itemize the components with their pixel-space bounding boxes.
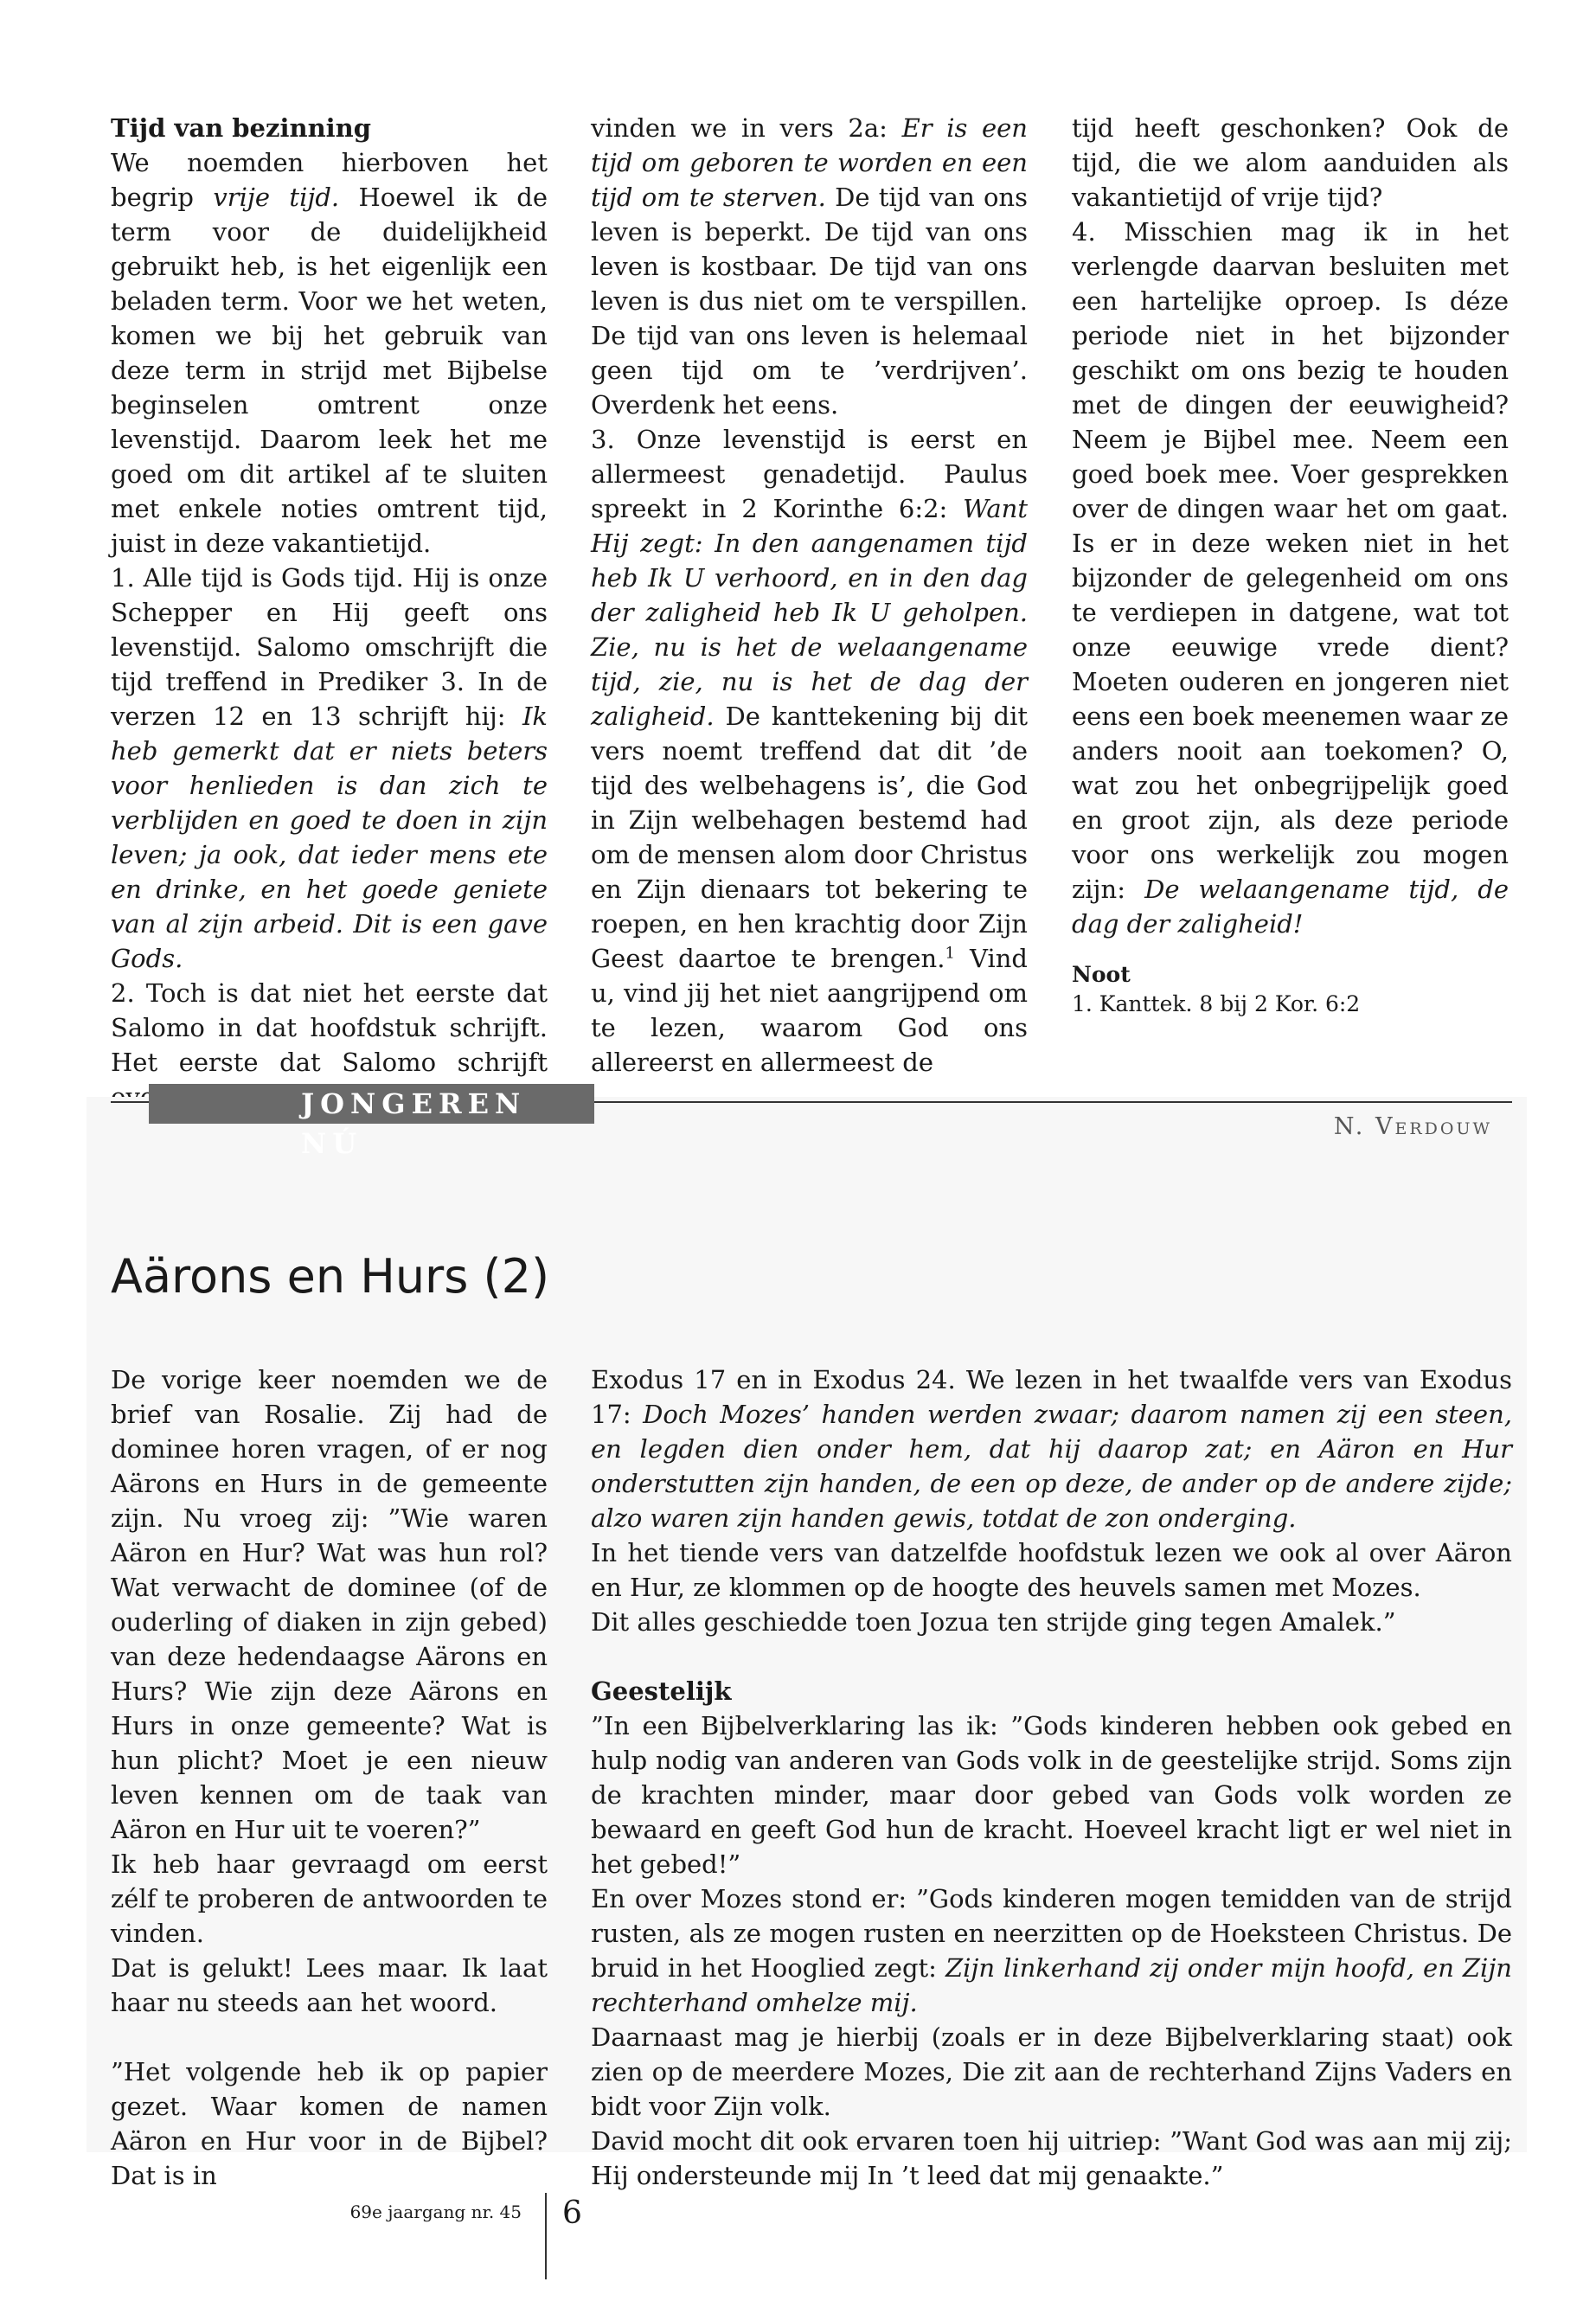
italic-run: Want Hij zegt: In den aangenamen tijd heb Ik U verhoord, en in den dag der zaligheid heb Ik U geholpen. Zie, nu is het de welaangename tijd, zie, nu is het de dag der zaligheid.	[591, 494, 1028, 731]
page-number: 6	[562, 2195, 582, 2231]
paragraph-gap	[591, 1639, 1512, 1674]
paragraph	[111, 145, 548, 561]
italic-run: Doch Mozes’ handen werden zwaar; daarom namen zij een steen, en legden dien onder hem, dat hij daarop zat; en Aäron en Hur onderstutten zijn handen, de een op deze, de ander op de andere zijde; alzo waren zijn handen gewis, totdat de zon onderging.	[591, 1400, 1512, 1533]
top-column-3	[1072, 111, 1509, 1019]
paragraph	[111, 561, 548, 976]
paragraph: In het tiende vers van datzelfde hoofdstuk lezen we ook al over Aäron en Hur, ze klommen op de hoogte des heuvels samen met Mozes.	[591, 1538, 1512, 1602]
text-run: Vind u, vind jij het niet aangrijpend om te lezen, waarom God ons allereerst en allermeest de	[591, 944, 1028, 1077]
paragraph-gap	[111, 2020, 548, 2054]
paragraph: Ik heb haar gevraagd om eerst zélf te proberen de antwoorden te vinden.	[111, 1849, 548, 1948]
paragraph	[1072, 215, 1509, 941]
italic-run: vrije tijd.	[213, 183, 340, 212]
paragraph: De vorige keer noemden we de brief van Rosalie. Zij had de dominee horen vragen, of er nog Aärons en Hurs in de gemeente zijn. Nu vroeg zij: ”Wie waren Aäron en Hur? Wat was hun rol? Wat verwacht de dominee (of de ouderling of diaken in zijn gebed) van deze hedendaagse Aärons en Hurs? Wie zijn deze Aärons en Hurs in onze gemeente? Wat is hun plicht? Moet je een nieuw leven kennen om de taak van Aäron en Hur uit te voeren?”	[111, 1365, 548, 1844]
section-heading-tijd-van-bezinning: Tijd van bezinning	[111, 113, 372, 143]
paragraph: David mocht dit ook ervaren toen hij uitriep: ”Want God was aan mij zij; Hij ondersteunde mij In ’t leed dat mij genaakte.”	[591, 2126, 1512, 2190]
text-run: En over Mozes stond er: ”Gods kinderen mogen temidden van de strijd rusten, als ze mogen rusten en neerzitten op de Hoeksteen Christus. De bruid in het Hooglied zegt:	[591, 1884, 1512, 1983]
paragraph	[591, 422, 1028, 1080]
paragraph	[591, 111, 1028, 422]
footnote-marker: 1	[945, 944, 955, 963]
top-column-1	[111, 111, 548, 1114]
article-title: Aärons en Hurs (2)	[111, 1249, 550, 1304]
bottom-column-2	[591, 1362, 1512, 2193]
italic-run: Zijn linkerhand zij onder mijn hoofd, en Zijn rechterhand omhelze mij.	[591, 1953, 1512, 2017]
text-run: vinden we in vers 2a:	[591, 113, 902, 143]
italic-run: De welaangename tijd, de dag der zaligheid!	[1072, 875, 1509, 939]
issue-info: 69e jaargang nr. 45	[349, 2202, 522, 2222]
paragraph	[591, 1881, 1512, 2020]
text-run: Hoewel ik de term voor de duidelijkheid gebruikt heb, is het eigenlijk een beladen term. Voor we het weten, komen we bij het gebruik van deze term in strijd met Bijbelse beginselen omtrent onze levenstijd. Daarom leek het me goed om dit artikel af te sluiten met enkele noties omtrent tijd, juist in deze vakantietijd.	[111, 183, 548, 558]
text-run: De kanttekening bij dit vers noemt treffend dat dit ’de tijd des welbehagens is’, die God in Zijn welbehagen bestemd had om de mensen alom door Christus en Zijn dienaars tot bekering te roepen, en hen krachtig door Zijn Geest daartoe te brengen.	[591, 702, 1028, 973]
footer-divider	[545, 2193, 547, 2279]
footnote: 1. Kanttek. 8 bij 2 Kor. 6:2	[1072, 991, 1361, 1016]
bottom-column-1	[111, 1362, 548, 2193]
text-run: 2. Toch is dat niet het eerste dat Salomo in dat hoofdstuk schrijft. Het eerste dat Salomo schrijft	[111, 978, 548, 1077]
text-run: 1. Alle tijd is Gods tijd. Hij is onze Schepper en Hij geeft ons levenstijd. Salomo omschrijft die tijd treffend in Prediker 3. In de verzen 12 en 13 schrijft hij:	[111, 563, 548, 731]
paragraph	[591, 1362, 1512, 1535]
paragraph: ”Het volgende heb ik op papier gezet. Waar komen de namen Aäron en Hur voor in de Bijbel? Dat is in	[111, 2057, 548, 2190]
section-heading-geestelijk: Geestelijk	[591, 1676, 732, 1706]
author-name: N. Verdouw	[1333, 1113, 1492, 1140]
paragraph: ”In een Bijbelverklaring las ik: ”Gods kinderen hebben ook gebed en hulp nodig van anderen van Gods volk in de geestelijke strijd. Soms zijn de krachten minder, maar door gebed van Gods volk worden ze bewaard en geeft God hun de kracht. Hoeveel kracht ligt er wel niet in het gebed!”	[591, 1711, 1512, 1879]
top-column-2	[591, 111, 1028, 1080]
paragraph: Dit alles geschiedde toen Jozua ten strijde ging tegen Amalek.”	[591, 1607, 1396, 1637]
text-run: 4. Misschien mag ik in het verlengde daarvan besluiten met een hartelijke oproep. Is déze periode niet in het bijzonder geschikt om ons bezig te houden met de dingen der eeuwigheid? Neem je Bijbel mee. Neem een goed boek mee. Voer gesprekken over de dingen waar het om gaat. Is er in deze weken niet in het bijzonder de gelegenheid om ons te verdiepen in datgene, wat tot onze eeuwige vrede dient? Moeten ouderen en jongeren niet eens een boek meenemen waar ze anders nooit aan toekomen? O, wat zou het onbegrijpelijk goed en groot zijn, als deze periode voor ons werkelijk zou mogen zijn:	[1072, 217, 1509, 904]
paragraph: Dat is gelukt! Lees maar. Ik laat haar nu steeds aan het woord.	[111, 1953, 548, 2017]
rubric-banner: JONGEREN NÚ	[149, 1084, 594, 1124]
italic-run: Ik heb gemerkt dat er niets beters voor henlieden is dan zich te verblijden en goed te doen in zijn leven; ja ook, dat ieder mens ete en drinke, en het goede geniete van al zijn arbeid. Dit is een gave Gods.	[111, 702, 548, 973]
text-run: 3. Onze levenstijd is eerst en allermeest genadetijd. Paulus spreekt in 2 Korinthe 6:2:	[591, 425, 1028, 523]
text-run: Exodus 17 en in Exodus 24. We lezen in het twaalfde vers van Exodus 17:	[591, 1365, 1512, 1429]
paragraph: tijd heeft geschonken? Ook de tijd, die we alom aanduiden als vakantietijd of vrije tijd?	[1072, 113, 1509, 212]
italic-run: Er is een tijd om geboren te worden en een tijd om te sterven.	[591, 113, 1028, 212]
text-run: We noemden hierboven het begrip	[111, 148, 548, 212]
paragraph: Daarnaast mag je hierbij (zoals er in deze Bijbelverklaring staat) ook zien op de meerdere Mozes, Die zit aan de rechterhand Zijns Vaders en bidt voor Zijn volk.	[591, 2022, 1512, 2121]
text-run: De tijd van ons leven is beperkt. De tijd van ons leven is kostbaar. De tijd van ons leven is dus niet om te verspillen. De tijd van ons leven is helemaal geen tijd om te ’verdrijven’. Overdenk het eens.	[591, 183, 1028, 420]
note-heading: Noot	[1072, 962, 1131, 987]
